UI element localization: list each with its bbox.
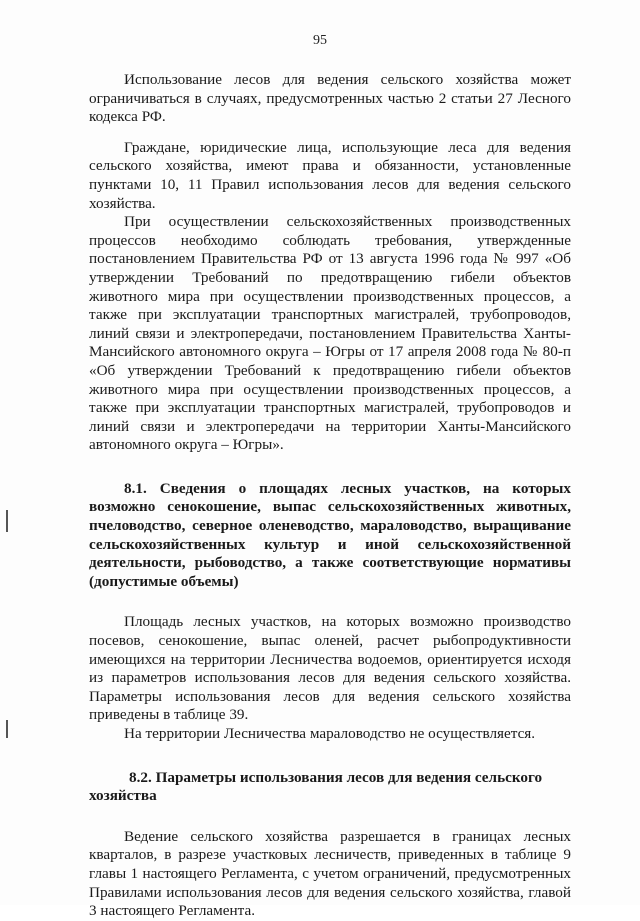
scan-margin-mark xyxy=(6,510,8,532)
paragraph: Использование лесов для ведения сельского хозяйства может ограничиваться в случаях, предусмотренных частью 2 статьи 27 Лесного кодекса РФ. xyxy=(89,71,571,126)
paragraph: Ведение сельского хозяйства разрешается в границах лесных кварталов, в разрезе участковых лесничеств, приведенных в таблице 9 главы 1 настоящего Регламента, с учетом ограничений, предусмотренных Правилами использования лесов для ведения сельского хозяйства, главой 3 настоящего Регламента. xyxy=(89,827,571,920)
paragraph: Площадь лесных участков, на которых возможно производство посевов, сенокошение, выпас оленей, расчет рыбопродуктивности имеющихся на территории Лесничества водоемов, ориентируется исходя из параметров использования лесов для ведения сельского хозяйства. Параметры использования лесов для ведения сельского хозяйства приведены в таблице 39. xyxy=(89,613,571,724)
section-heading: 8.2. Параметры использования лесов для ведения сельского хозяйства xyxy=(89,768,543,805)
section-heading: 8.1. Сведения о площадях лесных участков, на которых возможно сенокошение, выпас сельскохозяйственных животных, пчеловодство, северное оленеводство, мараловодство, выращивание сельскохозяйственных культур и иной сельскохозяйственной деятельности, рыбоводство, а также соответствующие нормативы (допустимые объемы) xyxy=(89,479,571,590)
paragraph: При осуществлении сельскохозяйственных производственных процессов необходимо соблюдать требования, утвержденные постановлением Правительства РФ от 13 августа 1996 года № 997 «Об утверждении Требований по предотвращению гибели объектов животного мира при осуществлении производственных процессов, а также при эксплуатации транспортных магистралей, трубопроводов, линий связи и электропередачи, постановлением Правительства Ханты-Мансийского автономного округа – Югры от 17 апреля 2008 года № 80-п «Об утверждении Требований к предотвращению гибели объектов животного мира при осуществлении производственных процессов, а также при эксплуатации транспортных магистралей, трубопроводов и линий связи и электропередачи на территории Ханты-Мансийского автономного округа – Югры». xyxy=(89,213,571,454)
paragraph: На территории Лесничества мараловодство не осуществляется. xyxy=(124,725,536,742)
document-body xyxy=(89,71,571,921)
paragraph: Граждане, юридические лица, использующие леса для ведения сельского хозяйства, имеют права и обязанности, установленные пунктами 10, 11 Правил использования лесов для ведения сельского хозяйства. xyxy=(89,138,571,212)
scan-margin-mark xyxy=(6,720,8,738)
page-number: 95 xyxy=(313,33,327,48)
